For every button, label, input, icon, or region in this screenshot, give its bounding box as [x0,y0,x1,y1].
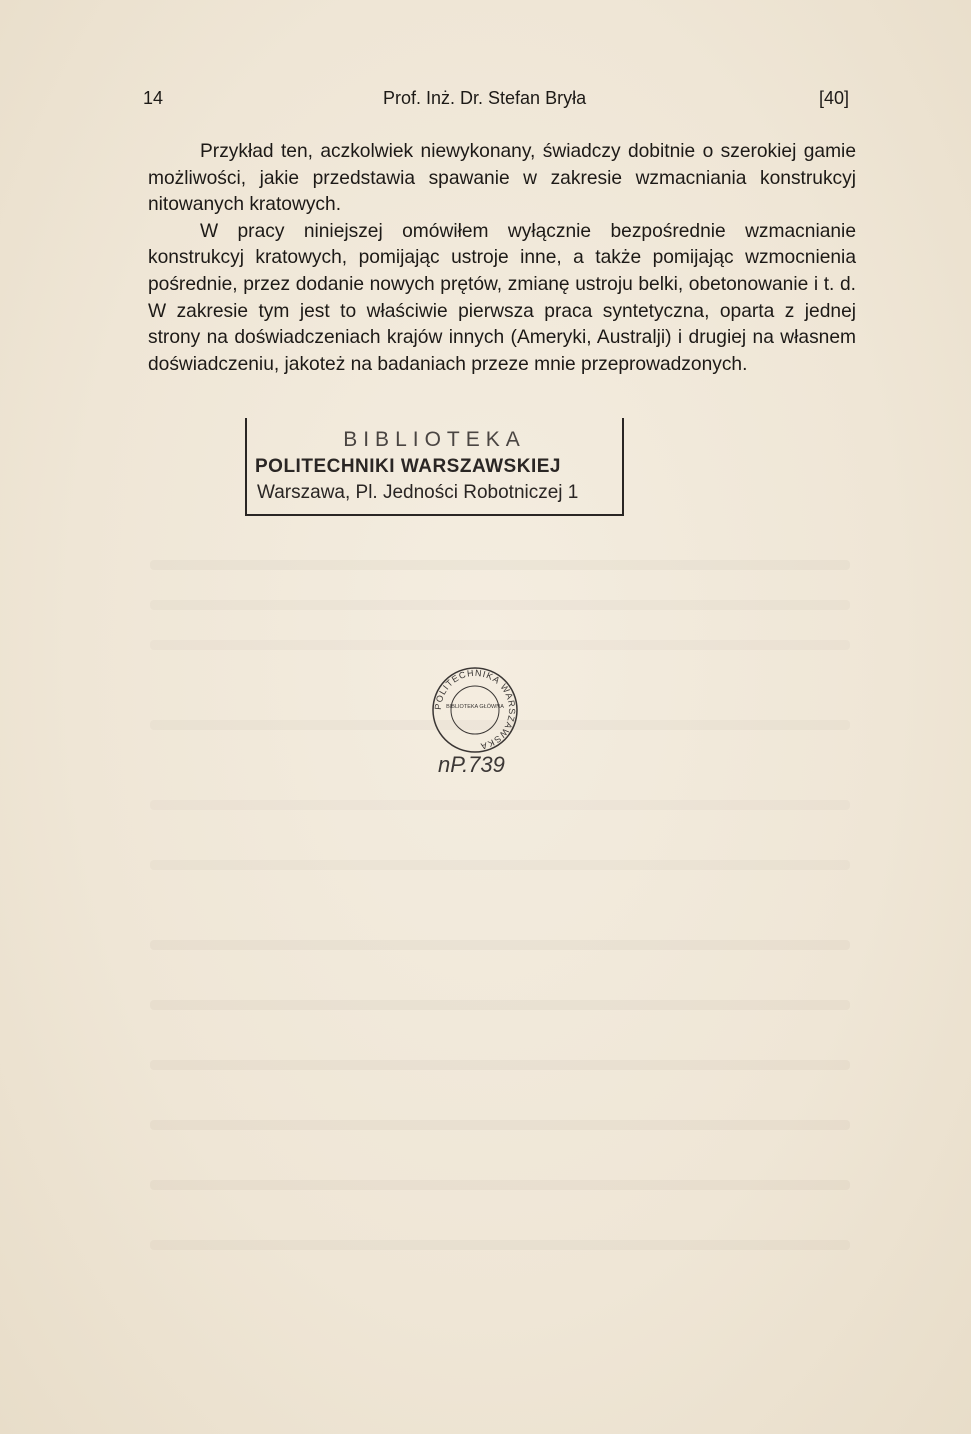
library-stamp [245,418,624,516]
bleed-through-line [150,1000,850,1010]
bleed-through-line [150,800,850,810]
stamp-line-library: BIBLIOTEKA [343,428,526,451]
bleed-through-line [150,1180,850,1190]
shelf-mark: nP.739 [438,752,505,777]
bleed-through-line [150,940,850,950]
running-author: Prof. Inż. Dr. Stefan Bryła [383,88,587,108]
seal-inner-text: BIBLIOTEKA GŁÓWNA [446,704,504,710]
bleed-through-line [150,560,850,570]
paragraph: Przykład ten, aczkolwiek niewykonany, świadczy dobitnie o szerokiej gamie możliwości, jakie przedstawia spawanie w zakresie wzmacniania konstrukcyj nitowanych kratowych. [148,141,856,216]
running-header [143,88,851,116]
round-library-seal [430,665,520,755]
paragraph: W pracy niniejszej omówiłem wyłącznie bezpośrednie wzmacnianie konstrukcyj kratowych, pomijając ustroje inne, a także pomijając wzmocnienia pośrednie, przez dodanie nowych prętów, zmianę ustroju belki, obetonowanie i t. d. W zakresie tym jest to właściwie pierwsza praca syntetyczna, oparta z jednej strony na doświadczeniach krajów innych (Ameryki, Australji) i drugiej na własnem doświadczeniu, jakoteż na badaniach przeze mnie przeprowadzonych. [148,220,856,375]
stamp-line-address: Warszawa, Pl. Jedności Robotniczej 1 [257,482,579,503]
bleed-through-line [150,1120,850,1130]
seal-outer-text: POLITECHNIKA WARSZAWSKA [432,667,518,752]
bleed-through-line [150,860,850,870]
reference-number: [40] [818,88,849,108]
page-number: 14 [143,88,164,108]
bleed-through-line [150,600,850,610]
bleed-through-line [150,1240,850,1250]
body-text [148,139,856,378]
stamp-line-institution: POLITECHNIKI WARSZAWSKIEJ [255,456,561,477]
bleed-through-line [150,1060,850,1070]
bleed-through-line [150,640,850,650]
